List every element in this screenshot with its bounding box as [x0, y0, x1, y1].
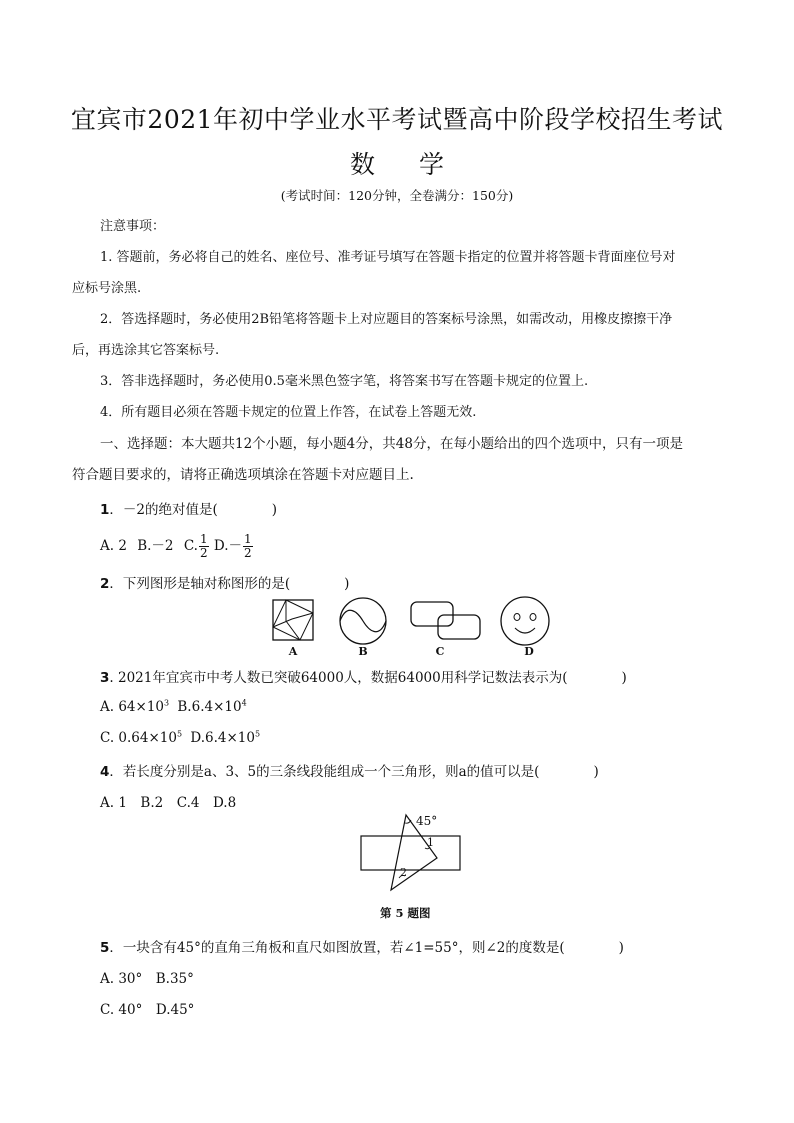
q2-figure-b	[339, 597, 387, 645]
question-3-options-cd	[100, 729, 260, 746]
question-4-options: A. 1 B.2 C.4 D.8	[100, 795, 237, 811]
question-4-stem: 4．若长度分别是a、3、5的三条线段能组成一个三角形，则a的值可以是( )	[100, 764, 599, 780]
question-3-options-ab	[100, 698, 247, 715]
notice-heading: 注意事项：	[100, 219, 166, 234]
q5-figure-angle-45-label: 45°	[416, 814, 438, 828]
question-2-stem: 2．下列图形是轴对称图形的是( )	[100, 576, 350, 592]
notice-item-1-line-2: 应标号涂黑.	[72, 281, 142, 296]
question-5-options-ab: A. 30° B.35°	[100, 971, 194, 987]
question-1-options	[100, 533, 254, 560]
notice-item-2-line-1: 2．答选择题时，务必使用2B铅笔将答题卡上对应题目的答案标号涂黑，如需改动，用橡皮擦擦干净	[100, 312, 673, 327]
section-1-heading-line-2: 符合题目要求的，请将正确选项填涂在答题卡对应题目上.	[72, 467, 414, 483]
q1-option-a: A. 2	[100, 538, 127, 554]
q5-figure-ruler-triangle	[355, 812, 465, 892]
subject-title: 数 学	[349, 150, 445, 179]
q5-figure-caption: 第 5 题图	[380, 906, 431, 920]
question-3-stem: 3. 2021年宜宾市中考人数已突破64000人，数据64000用科学记数法表示为( )	[100, 670, 627, 686]
notice-item-2-line-2: 后，再选涂其它答案标号.	[72, 343, 220, 358]
q3-option-b: $B.6.4\times 10^4$	[177, 698, 247, 715]
section-1-heading-line-1: 一、选择题：本大题共12个小题，每小题4分，共48分，在每小题给出的四个选项中，只有一项是	[100, 436, 683, 452]
q5-figure-angle-1-label: 1	[427, 836, 434, 849]
notice-item-3: 3．答非选择题时，务必使用0.5毫米黑色签字笔，将答案书写在答题卡规定的位置上.	[100, 374, 589, 389]
q1-option-d-fraction: $\frac{1}{2}$	[244, 532, 252, 560]
question-5-options-cd: C. 40° D.45°	[100, 1002, 195, 1018]
notice-item-4: 4．所有题目必须在答题卡规定的位置上作答，在试卷上答题无效.	[100, 405, 477, 420]
notice-item-1-line-1: 1. 答题前，务必将自己的姓名、座位号、准考证号填写在答题卡指定的位置并将答题卡背面座位号对	[100, 250, 676, 265]
question-5-stem: 5．一块含有45°的直角三角板和直尺如图放置，若∠1=55°，则∠2的度数是( )	[100, 940, 624, 956]
q2-label-a: A	[288, 645, 298, 658]
q3-option-a: A. $64\times 10^3$	[100, 698, 170, 715]
exam-title: 宜宾市2021年初中学业水平考试暨高中阶段学校招生考试	[70, 105, 724, 134]
q2-label-c: C	[435, 645, 445, 658]
q1-option-c: C.	[183, 538, 198, 554]
q1-option-c-fraction: $\frac{1}{2}$	[199, 532, 208, 560]
question-1-stem: 1．－2的绝对值是( )	[100, 502, 278, 518]
q3-option-c: C. $0.64\times 10^5$	[100, 729, 183, 746]
q2-figure-c	[410, 601, 482, 641]
exam-time-info: (考试时间：120分钟，全卷满分：150分)	[280, 188, 514, 203]
q2-figure-d-smiley-icon	[500, 596, 550, 646]
q2-label-d: D	[524, 645, 534, 658]
q5-figure-angle-2-label: 2	[400, 866, 407, 879]
q1-option-b: B.－2	[137, 538, 174, 554]
q2-figure-a	[272, 599, 314, 641]
q3-option-d: $D.6.4\times 10^5$	[190, 729, 261, 746]
q1-option-d: D.－	[213, 538, 243, 554]
q2-label-b: B	[358, 645, 368, 658]
